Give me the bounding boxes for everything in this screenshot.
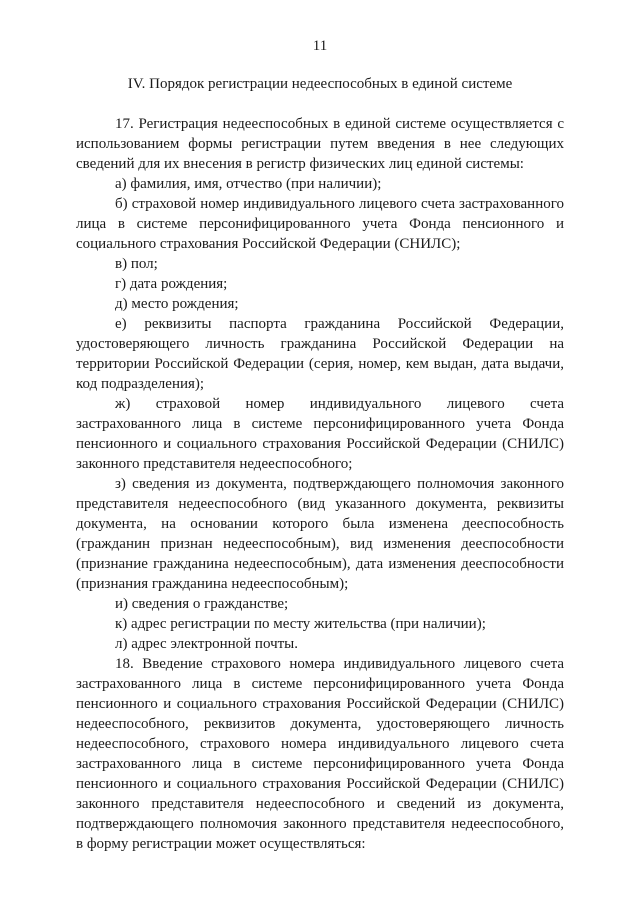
list-item-zh: ж) страховой номер индивидуального лицевого счета застрахованного лица в системе персонифицированного учета Фонда пенсионного и социального страхования Российской Федерации (СНИЛС) законного представителя недееспособного; xyxy=(76,396,564,472)
list-item-b: б) страховой номер индивидуального лицевого счета застрахованного лица в системе персонифицированного учета Фонда пенсионного и социального страхования Российской Федерации (СНИЛС); xyxy=(76,196,564,252)
list-item-k: к) адрес регистрации по месту жительства (при наличии); xyxy=(115,616,486,632)
section-heading: IV. Порядок регистрации недееспособных в единой системе xyxy=(127,76,513,92)
list-item-z: з) сведения из документа, подтверждающего полномочия законного представителя недееспособного (вид указанного документа, реквизиты документа, на основании которого была изменена дееспособность (гражданин признан недееспособным), вид изменения дееспособности (признание гражданина недееспособным), дата изменения дееспособности (признания гражданина недееспособным); xyxy=(76,476,564,592)
list-item-l: л) адрес электронной почты. xyxy=(115,636,298,652)
list-item-i: и) сведения о гражданстве; xyxy=(115,596,289,612)
list-item-v: в) пол; xyxy=(115,256,158,272)
list-item-a: а) фамилия, имя, отчество (при наличии); xyxy=(115,176,382,192)
paragraph-18: 18. Введение страхового номера индивидуального лицевого счета застрахованного лица в системе персонифицированного учета Фонда пенсионного и социального страхования Российской Федерации (СНИЛС) недееспособного, реквизитов документа, удостоверяющего личность недееспособного, страхового номера индивидуального лицевого счета застрахованного лица в системе персонифицированного учета Фонда пенсионного и социального страхования Российской Федерации (СНИЛС) законного представителя недееспособного и сведений из документа, подтверждающего полномочия законного представителя недееспособного, в форму регистрации может осуществляться: xyxy=(76,656,564,852)
page-number: 11 xyxy=(312,38,328,54)
document-body xyxy=(76,114,564,854)
list-item-d: д) место рождения; xyxy=(115,296,239,312)
paragraph-17: 17. Регистрация недееспособных в единой системе осуществляется с использованием формы регистрации путем введения в нее следующих сведений для их внесения в регистр физических лиц единой системы: xyxy=(76,116,564,172)
list-item-e: е) реквизиты паспорта гражданина Российской Федерации, удостоверяющего личность гражданина Российской Федерации на территории Российской Федерации (серия, номер, кем выдан, дата выдачи, код подразделения); xyxy=(76,316,564,392)
list-item-g: г) дата рождения; xyxy=(115,276,228,292)
